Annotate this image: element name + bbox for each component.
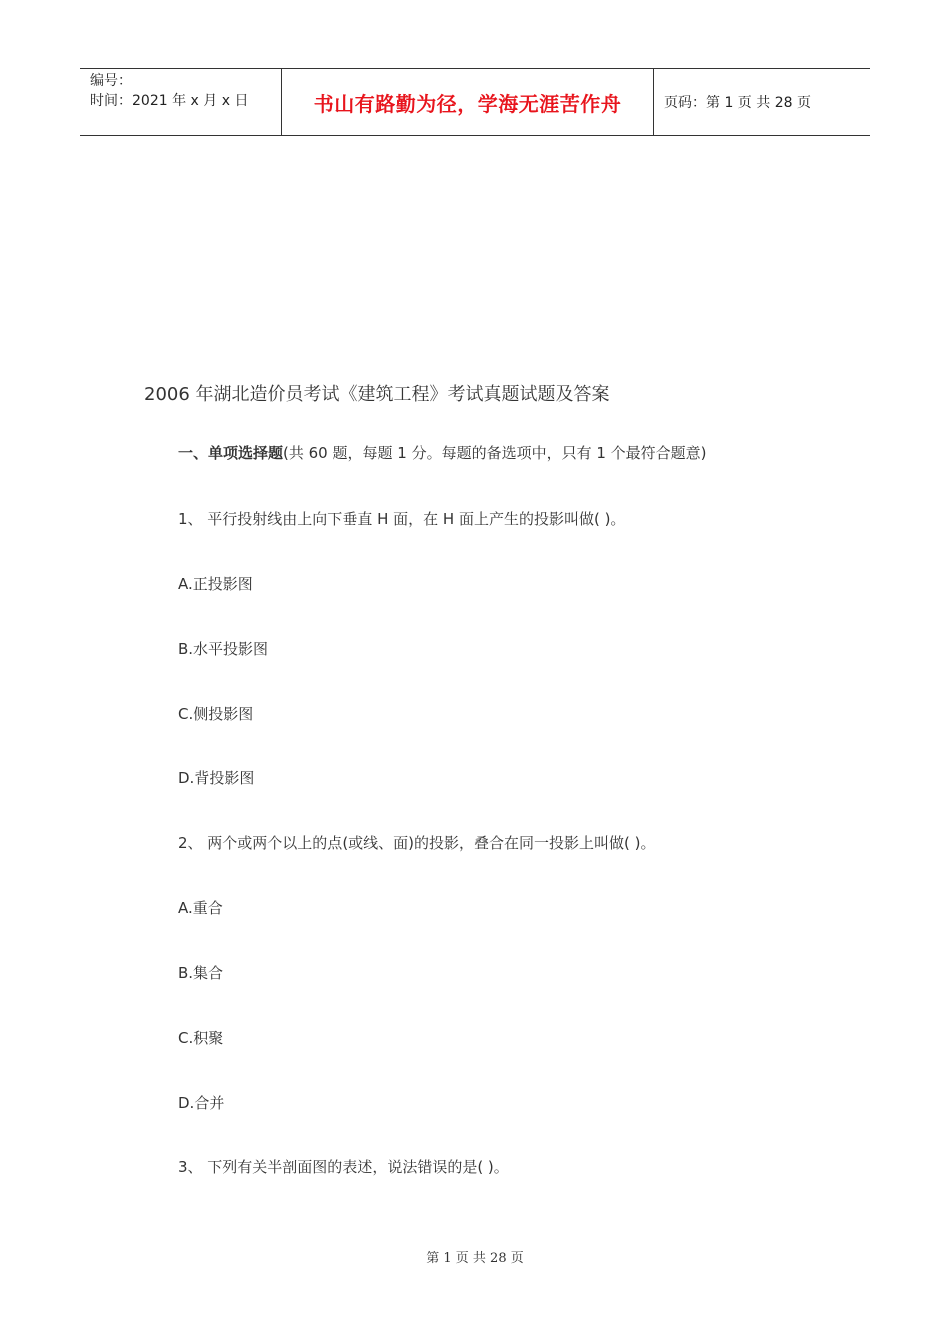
serial-number-label: 编号： <box>90 73 132 89</box>
question-1-option-b: B.水平投影图 <box>178 640 269 658</box>
question-1-option-d: D.背投影图 <box>178 769 255 787</box>
header-meta <box>80 69 281 135</box>
question-2-stem: 2、 两个或两个以上的点(或线、面)的投影，叠合在同一投影上叫做( )。 <box>178 834 656 852</box>
question-1-option-a: A.正投影图 <box>178 575 253 593</box>
document-title: 2006 年湖北造价员考试《建筑工程》考试真题试题及答案 <box>144 384 610 405</box>
date-label: 时间：2021 年 x 月 x 日 <box>90 93 249 109</box>
question-2-option-c: C.积聚 <box>178 1029 224 1047</box>
question-2-option-b: B.集合 <box>178 964 224 982</box>
question-2-option-d: D.合并 <box>178 1094 225 1112</box>
question-2-option-a: A.重合 <box>178 899 223 917</box>
section-heading-note: (共 60 题，每题 1 分。每题的备选项中，只有 1 个最符合题意) <box>283 444 707 462</box>
question-1-option-c: C.侧投影图 <box>178 705 254 723</box>
question-3-stem: 3、 下列有关半剖面图的表述，说法错误的是( )。 <box>178 1158 509 1176</box>
header-motto: 书山有路勤为径，学海无涯苦作舟 <box>281 69 654 135</box>
section-heading-bold: 一、单项选择题 <box>178 444 284 462</box>
question-1-stem: 1、 平行投射线由上向下垂直 H 面，在 H 面上产生的投影叫做( )。 <box>178 510 626 528</box>
section-heading <box>178 442 707 463</box>
document-header <box>80 68 870 136</box>
header-page-info: 页码：第 1 页 共 28 页 <box>664 95 811 111</box>
page-footer: 第 1 页 共 28 页 <box>426 1251 524 1266</box>
